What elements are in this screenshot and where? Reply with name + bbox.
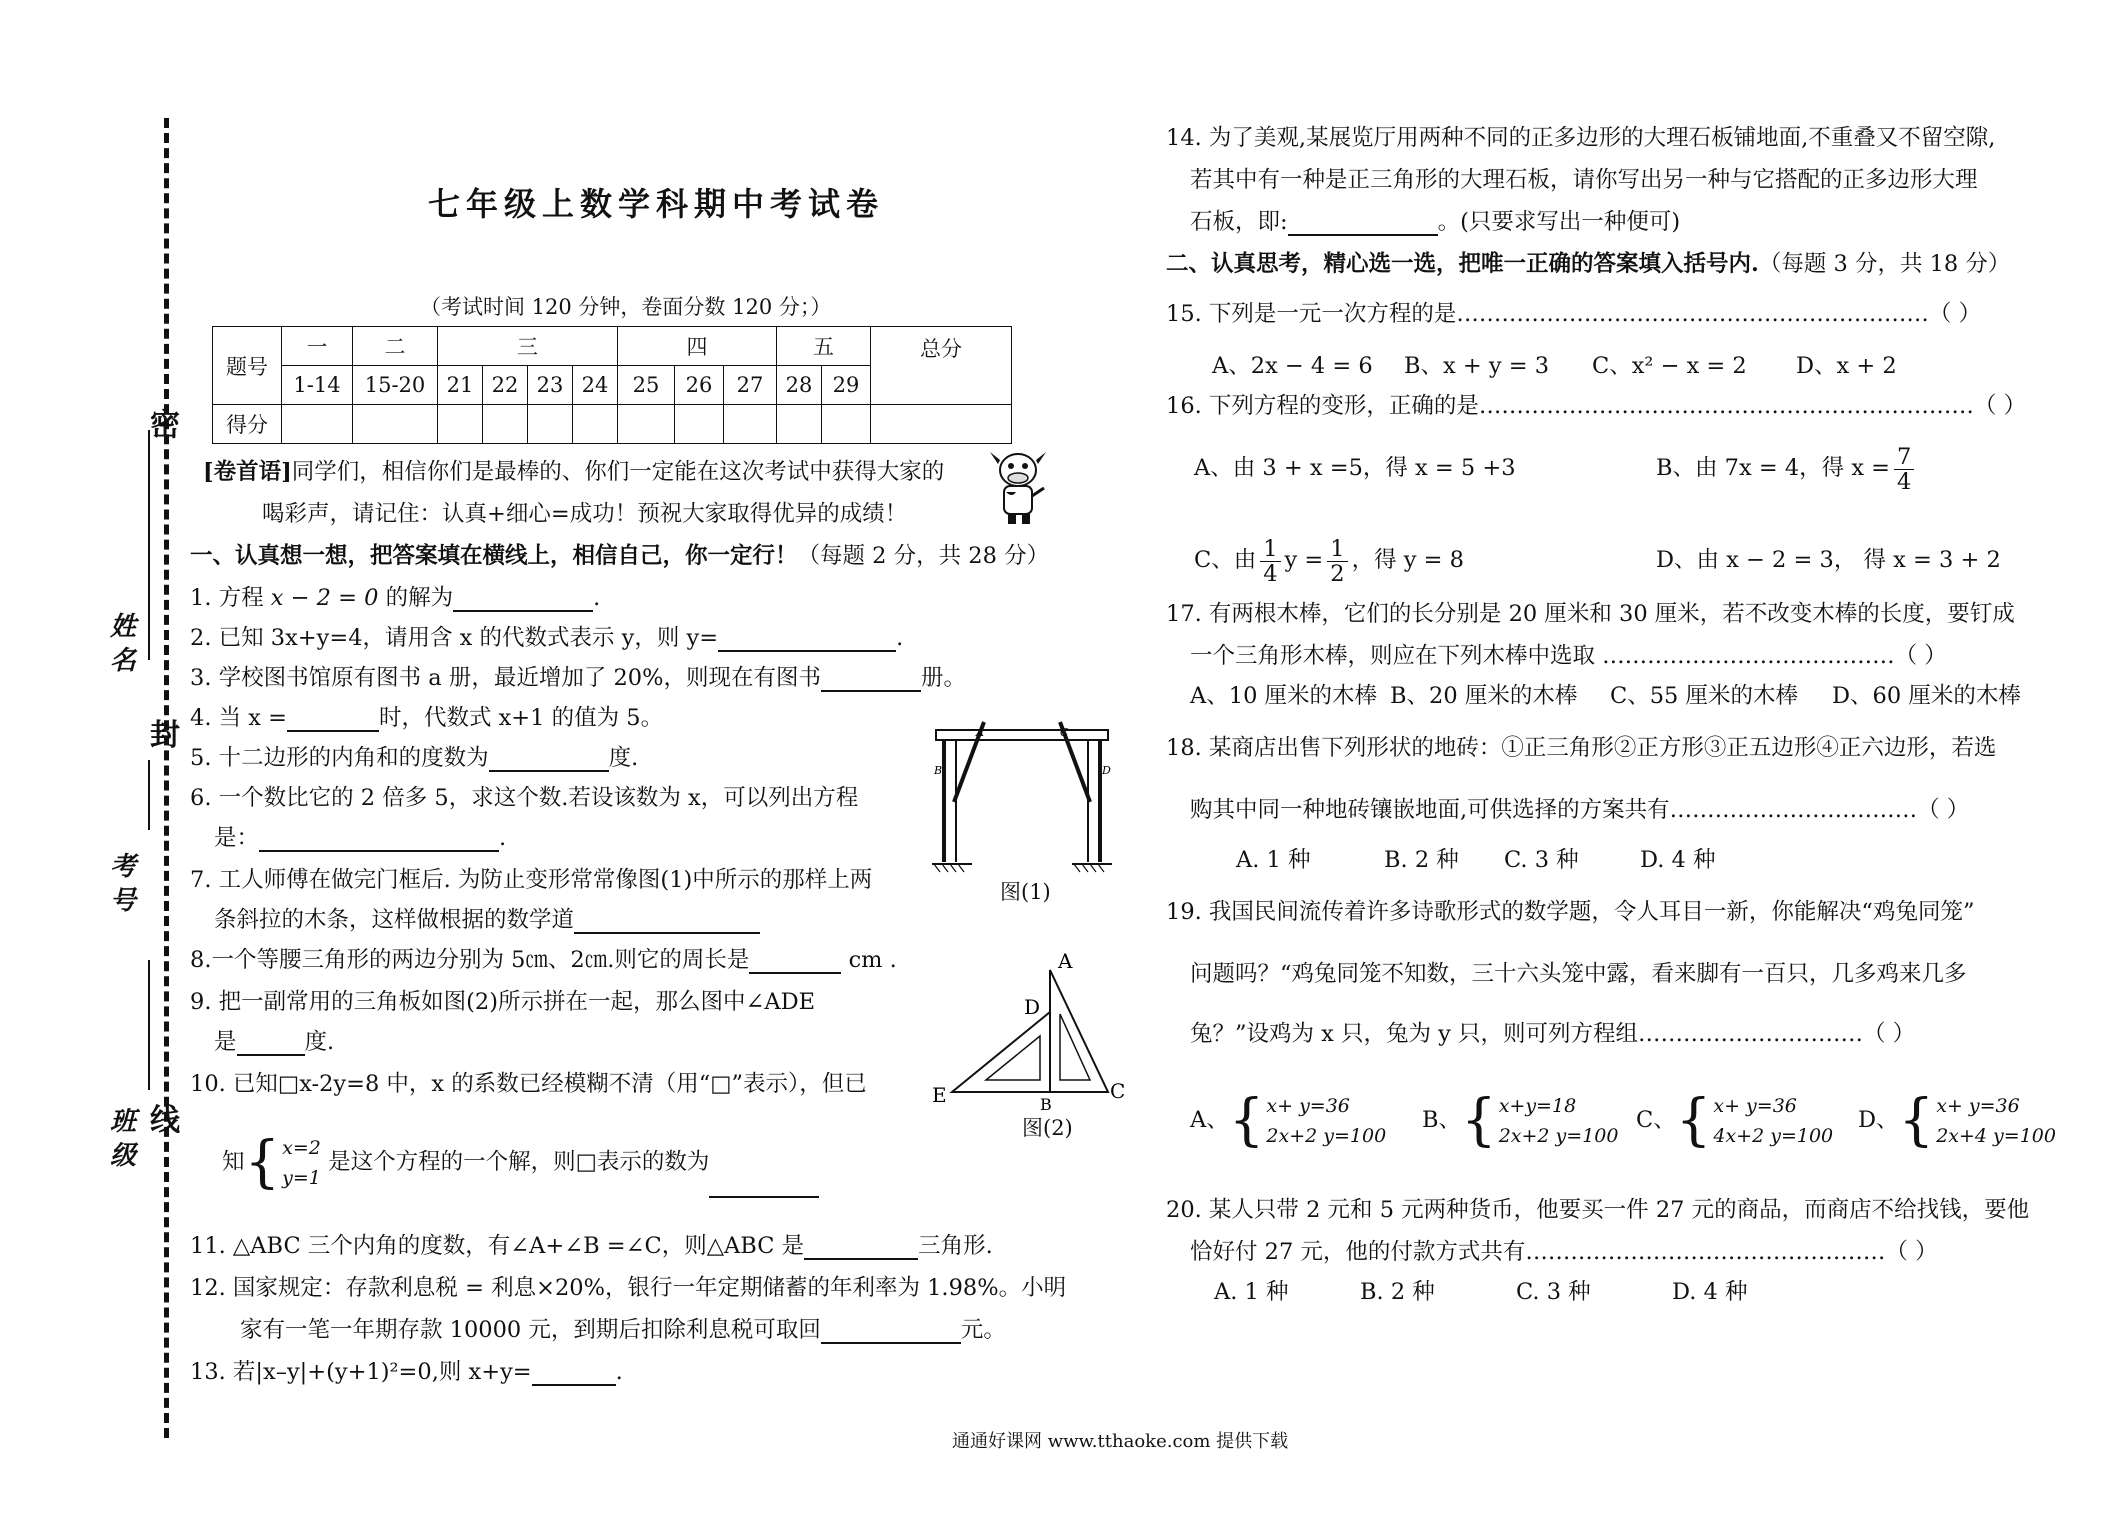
q-number: 28 xyxy=(777,366,822,405)
q-number: 1-14 xyxy=(282,366,353,405)
question-12: 12. 国家规定：存款利息税 = 利息×20%，银行一年定期储蓄的年利率为 1.98%。小明 xyxy=(190,1275,1067,1301)
q-number: 22 xyxy=(483,366,528,405)
question-8 xyxy=(190,946,897,974)
question-10: 10. 已知□x-2y=8 中，x 的系数已经模糊不清（用“□”表示），但已 xyxy=(190,1071,867,1097)
q-number: 25 xyxy=(618,366,675,405)
section1-heading xyxy=(190,542,1049,570)
question-14: 14. 为了美观,某展览厅用两种不同的正多边形的大理石板铺地面,不重叠又不留空隙, xyxy=(1166,125,1996,151)
score-cell[interactable] xyxy=(871,405,1012,444)
figure-2-caption: 图(2) xyxy=(1022,1116,1073,1140)
preface-label: [卷首语] xyxy=(203,459,292,485)
q19-d-line2: 2x+4 y=100 xyxy=(1936,1125,2056,1147)
class-field-label: 班级 xyxy=(110,1107,137,1171)
q-number: 27 xyxy=(724,366,777,405)
question-4 xyxy=(190,704,663,732)
score-table xyxy=(212,326,1012,444)
q10-brace: { xyxy=(244,1130,281,1195)
q19-a-brace: { xyxy=(1228,1088,1265,1153)
q4-text: 4. 当 x = xyxy=(190,705,287,731)
q11-answer-blank[interactable] xyxy=(804,1236,918,1260)
q17-option-b[interactable]: B、20 厘米的木棒 xyxy=(1390,683,1578,709)
q13-answer-blank[interactable] xyxy=(532,1362,616,1386)
q15-option-a[interactable]: A、2x − 4 = 6 xyxy=(1212,353,1373,379)
q6-text2: 是： xyxy=(214,825,260,851)
q20-option-a[interactable]: A. 1 种 xyxy=(1214,1279,1289,1305)
q10-text2: 知 xyxy=(222,1149,245,1175)
q19-d-label: D、 xyxy=(1858,1107,1899,1133)
fig2-label: E xyxy=(932,1083,947,1107)
question-9: 9. 把一副常用的三角板如图(2)所示拼在一起，那么图中∠ADE xyxy=(190,989,816,1015)
q7-text2: 条斜拉的木条，这样做根据的数学道 xyxy=(214,907,575,933)
fig1-label: C xyxy=(1060,726,1069,739)
question-14-line2: 若其中有一种是正三角形的大理石板，请你写出另一种与它搭配的正多边形大理 xyxy=(1190,167,1978,193)
q1-answer-blank[interactable] xyxy=(453,588,593,612)
question-16: 16. 下列方程的变形，正确的是…………………………………………………………（ ） xyxy=(1166,393,2027,419)
q9-text3: 度. xyxy=(304,1029,335,1055)
q12-text2: 家有一笔一年期存款 10000 元，到期后扣除利息税可取回 xyxy=(240,1317,821,1343)
q19-b-line2: 2x+2 y=100 xyxy=(1498,1125,1619,1147)
q10-answer-blank[interactable] xyxy=(709,1174,819,1198)
q19-b-system xyxy=(1499,1091,1619,1151)
q18-option-b[interactable]: B. 2 种 xyxy=(1384,847,1459,873)
q19-d-brace: { xyxy=(1898,1088,1935,1153)
q-number: 26 xyxy=(675,366,724,405)
q16-c-f1-num: 1 xyxy=(1260,537,1280,562)
q12-text3: 元。 xyxy=(960,1317,1006,1343)
section2-title: 二、认真思考，精心选一选，把唯一正确的答案填入括号内. xyxy=(1166,251,1759,277)
q3-answer-blank[interactable] xyxy=(821,668,921,692)
question-5 xyxy=(190,744,638,772)
section-3-header: 三 xyxy=(438,327,618,366)
fig2-label: A xyxy=(1058,952,1073,973)
preface-text: 同学们，相信你们是最棒的、你们一定能在这次考试中获得大家的 xyxy=(291,459,945,485)
section-4-header: 四 xyxy=(618,327,777,366)
q19-a-label: A、 xyxy=(1190,1107,1229,1133)
fig1-label: A xyxy=(976,726,984,739)
q19-a-line2: 2x+2 y=100 xyxy=(1266,1125,1387,1147)
q19-b-line1: x+y=18 xyxy=(1498,1095,1577,1117)
q13-text: 13. 若|x–y|+(y+1)²=0,则 x+y= xyxy=(190,1359,532,1385)
preface-line2: 喝彩声，请记住：认真+细心=成功！预祝大家取得优异的成绩！ xyxy=(262,501,908,527)
q6-answer-blank[interactable] xyxy=(259,828,499,852)
q20-option-b[interactable]: B. 2 种 xyxy=(1360,1279,1435,1305)
question-13: 13. 若|x–y|+(y+1)²=0,则 x+y= . xyxy=(190,1359,623,1385)
q5-text2: 度. xyxy=(608,745,639,771)
score-cell[interactable] xyxy=(438,405,483,444)
q19-a-line1: x+ y=36 xyxy=(1266,1095,1350,1117)
page-title: 七年级上数学科期中考试卷 xyxy=(428,185,885,223)
q17-option-a[interactable]: A、10 厘米的木棒 xyxy=(1190,683,1378,709)
q19-option-b[interactable] xyxy=(1422,1090,1618,1151)
binding-dashed-line xyxy=(164,118,169,1438)
section2-points: （每题 3 分，共 18 分） xyxy=(1758,251,2011,277)
q20-option-c[interactable]: C. 3 种 xyxy=(1516,1279,1591,1305)
q-number: 23 xyxy=(528,366,573,405)
question-20: 20. 某人只带 2 元和 5 元两种货币，他要买一件 27 元的商品，而商店不给找钱，要他 xyxy=(1166,1197,2030,1223)
q20-option-d[interactable]: D. 4 种 xyxy=(1672,1279,1748,1305)
q19-c-system xyxy=(1713,1091,1833,1151)
score-cell[interactable] xyxy=(675,405,724,444)
q16-c-text: C、由 xyxy=(1194,547,1257,573)
q16-option-a[interactable]: A、由 3 + x =5，得 x = 5 +3 xyxy=(1194,455,1516,481)
fig1-label: B xyxy=(934,764,943,777)
q-number: 29 xyxy=(822,366,871,405)
q10-system xyxy=(282,1133,321,1193)
q19-c-line2: 4x+2 y=100 xyxy=(1713,1125,1834,1147)
q16-b-text: B、由 7x = 4，得 x = xyxy=(1656,455,1891,481)
seal-char-mi: 密 xyxy=(150,408,180,443)
question-19: 19. 我国民间流传着许多诗歌形式的数学题，令人耳目一新，你能解决“鸡兔同笼” xyxy=(1166,899,1975,925)
q5-text: 5. 十二边形的内角和的度数为 xyxy=(190,745,489,771)
score-table-row1-label: 题号 xyxy=(213,327,282,405)
q17-option-c[interactable]: C、55 厘米的木棒 xyxy=(1610,683,1798,709)
q15-option-d[interactable]: D、x + 2 xyxy=(1796,353,1897,379)
section1-title: 一、认真想一想，把答案填在横线上，相信自己，你一定行！ xyxy=(190,543,798,569)
q16-option-d[interactable]: D、由 x − 2 = 3， 得 x = 3 + 2 xyxy=(1656,547,2001,573)
q3-text2: 册。 xyxy=(921,665,967,691)
q16-option-c[interactable] xyxy=(1194,532,1464,588)
figure-1-caption: 图(1) xyxy=(1000,880,1051,904)
q7-answer-blank[interactable] xyxy=(574,910,760,934)
question-19-line3: 兔？”设鸡为 x 只，兔为 y 只，则可列方程组…………………………（ ） xyxy=(1190,1021,1916,1047)
fig2-label: D xyxy=(1024,995,1041,1019)
q16-c-f2-den: 2 xyxy=(1330,560,1345,587)
q-number: 15-20 xyxy=(353,366,438,405)
q11-text2: 三角形. xyxy=(918,1233,993,1259)
question-2: 2. 已知 3x+y=4，请用含 x 的代数式表示 y，则 y= . xyxy=(190,625,904,651)
question-3 xyxy=(190,664,966,692)
q16-b-fraction xyxy=(1894,445,1914,494)
score-cell[interactable] xyxy=(724,405,777,444)
fig2-label: C xyxy=(1110,1079,1126,1103)
id-field-label: 考号 xyxy=(110,852,137,916)
question-10-line2 xyxy=(222,1126,819,1198)
q1-text2: 的解为 xyxy=(385,585,454,611)
class-line xyxy=(148,960,150,1090)
section2-heading xyxy=(1166,250,2010,278)
total-header: 总分 xyxy=(871,327,1012,405)
question-20-line2: 恰好付 27 元，他的付款方式共有…………………………………………（ ） xyxy=(1190,1239,1938,1265)
id-line xyxy=(148,760,150,830)
q16-c-fraction2 xyxy=(1327,537,1347,586)
section-1-header: 一 xyxy=(282,327,353,366)
q9-answer-blank[interactable] xyxy=(237,1032,305,1056)
question-17-line2: 一个三角形木棒，则应在下列木棒中选取 …………………………………（ ） xyxy=(1190,643,1947,669)
section1-points: （每题 2 分，共 28 分） xyxy=(797,543,1050,569)
q16-option-b[interactable] xyxy=(1656,440,1918,496)
figure-2-triangle-rulers xyxy=(930,952,1130,1112)
question-7: 7. 工人师傅在做完门框后. 为防止变形常常像图(1)中所示的那样上两 xyxy=(190,867,873,893)
q8-text2: cm . xyxy=(848,947,897,973)
q15-option-b[interactable]: B、x + y = 3 xyxy=(1404,353,1550,379)
q16-c-post: ，得 y = 8 xyxy=(1351,547,1464,573)
q19-option-d[interactable] xyxy=(1858,1090,2056,1151)
q10-sys-line1: x=2 xyxy=(282,1137,321,1159)
score-table-row2-label: 得分 xyxy=(213,405,282,444)
section-2-header: 二 xyxy=(353,327,438,366)
footer-source: 通通好课网 www.tthaoke.com 提供下载 xyxy=(952,1431,1289,1452)
question-14-line3 xyxy=(1190,208,1680,236)
score-cell[interactable] xyxy=(822,405,871,444)
question-12-line2 xyxy=(240,1316,1006,1344)
q2-text: 2. 已知 3x+y=4，请用含 x 的代数式表示 y，则 y= xyxy=(190,625,719,651)
q19-a-system xyxy=(1266,1091,1386,1151)
figure-1-door-frame xyxy=(932,712,1112,882)
question-7-line2 xyxy=(214,906,760,934)
q19-c-label: C、 xyxy=(1636,1107,1676,1133)
score-cell[interactable] xyxy=(618,405,675,444)
score-cell[interactable] xyxy=(573,405,618,444)
q16-c-mid: y = xyxy=(1284,547,1324,573)
q11-text: 11. △ABC 三个内角的度数，有∠A+∠B =∠C，则△ABC 是 xyxy=(190,1233,805,1259)
question-15: 15. 下列是一元一次方程的是………………………………………………………（ ） xyxy=(1166,301,1982,327)
score-cell[interactable] xyxy=(528,405,573,444)
q1-text: 1. 方程 xyxy=(190,585,264,611)
score-cell[interactable] xyxy=(777,405,822,444)
q18-option-a[interactable]: A. 1 种 xyxy=(1236,847,1311,873)
q-number: 21 xyxy=(438,366,483,405)
q3-text: 3. 学校图书馆原有图书 a 册，最近增加了 20%，则现在有图书 xyxy=(190,665,822,691)
name-line xyxy=(148,430,150,660)
q19-d-system xyxy=(1936,1091,2056,1151)
cow-mascot-icon xyxy=(986,448,1050,526)
q16-b-numerator: 7 xyxy=(1894,445,1914,470)
q17-option-d[interactable]: D、60 厘米的木棒 xyxy=(1832,683,2021,709)
preface-line1 xyxy=(203,458,944,486)
q19-b-label: B、 xyxy=(1422,1107,1462,1133)
seal-char-xian: 线 xyxy=(150,1103,180,1138)
score-cell[interactable] xyxy=(282,405,353,444)
q12-answer-blank[interactable] xyxy=(821,1320,961,1344)
q16-c-f2-num: 1 xyxy=(1327,537,1347,562)
q2-answer-blank[interactable] xyxy=(718,628,896,652)
q19-option-a[interactable] xyxy=(1190,1090,1386,1151)
q18-option-d[interactable]: D. 4 种 xyxy=(1640,847,1716,873)
section-5-header: 五 xyxy=(777,327,871,366)
question-11 xyxy=(190,1232,993,1260)
q14-answer-blank[interactable] xyxy=(1288,212,1438,236)
question-9-line2 xyxy=(214,1028,334,1056)
q16-b-denominator: 4 xyxy=(1897,468,1912,495)
q9-text2: 是 xyxy=(214,1029,237,1055)
q14-text3: 石板，即: xyxy=(1190,209,1288,235)
q16-c-fraction1 xyxy=(1260,537,1280,586)
q-number: 24 xyxy=(573,366,618,405)
score-cell[interactable] xyxy=(483,405,528,444)
q10-sys-line2: y=1 xyxy=(282,1167,321,1189)
q1-equation: x − 2 = 0 xyxy=(270,585,379,611)
q16-c-f1-den: 4 xyxy=(1263,560,1278,587)
question-1: 1. 方程 x − 2 = 0 的解为 . xyxy=(190,585,601,611)
q4-answer-blank[interactable] xyxy=(287,708,379,732)
q4-text2: 时，代数式 x+1 的值为 5。 xyxy=(378,705,664,731)
q19-c-line1: x+ y=36 xyxy=(1713,1095,1797,1117)
fig1-label: D xyxy=(1102,764,1111,777)
name-field-label: 姓名 xyxy=(110,612,137,676)
q14-text4: 。(只要求写出一种便可) xyxy=(1437,209,1681,235)
q15-option-c[interactable]: C、x² − x = 2 xyxy=(1592,353,1747,379)
question-18-line2: 购其中同一种地砖镶嵌地面,可供选择的方案共有……………………………（ ） xyxy=(1190,797,1970,823)
q10-text3: 是这个方程的一个解，则□表示的数为 xyxy=(328,1149,710,1175)
question-17: 17. 有两根木棒，它们的长分别是 20 厘米和 30 厘米，若不改变木棒的长度，要钉成 xyxy=(1166,601,2015,627)
fig2-label: B xyxy=(1040,1095,1052,1112)
q19-option-c[interactable] xyxy=(1636,1090,1833,1151)
q8-text: 8.一个等腰三角形的两边分别为 5㎝、2㎝.则它的周长是 xyxy=(190,947,750,973)
question-6: 6. 一个数比它的 2 倍多 5，求这个数.若设该数为 x，可以列出方程 xyxy=(190,785,859,811)
q8-answer-blank[interactable] xyxy=(749,950,841,974)
exam-info: （考试时间 120 分钟，卷面分数 120 分；） xyxy=(420,295,832,319)
q19-c-brace: { xyxy=(1675,1088,1712,1153)
q5-answer-blank[interactable] xyxy=(489,748,609,772)
seal-char-feng: 封 xyxy=(150,718,180,753)
question-18: 18. 某商店出售下列形状的地砖：①正三角形②正方形③正五边形④正六边形，若选 xyxy=(1166,735,1997,761)
question-6-line2: 是： . xyxy=(214,825,507,851)
q18-option-c[interactable]: C. 3 种 xyxy=(1504,847,1579,873)
q19-b-brace: { xyxy=(1461,1088,1497,1153)
question-19-line2: 问题吗？“鸡兔同笼不知数，三十六头笼中露，看来脚有一百只，几多鸡来几多 xyxy=(1190,961,1967,987)
score-cell[interactable] xyxy=(353,405,438,444)
q19-d-line1: x+ y=36 xyxy=(1936,1095,2020,1117)
